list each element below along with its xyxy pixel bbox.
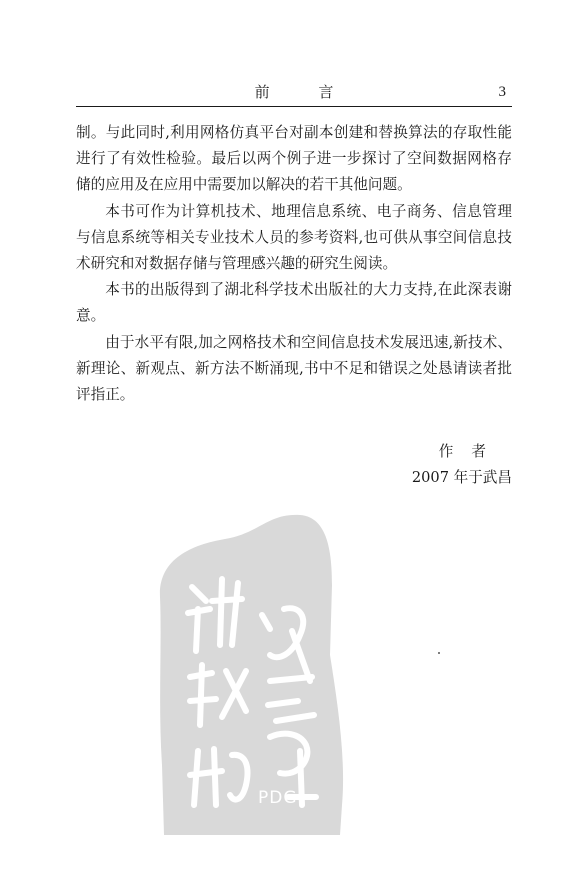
signature-date: 2007 年于武昌 <box>411 469 512 486</box>
watermark-seal <box>150 505 350 835</box>
watermark-label: PDG <box>258 788 298 808</box>
paragraph-thanks: 本书的出版得到了湖北科学技术出版社的大力支持,在此深表谢意。 <box>76 281 512 325</box>
signature-author: 作者 <box>438 443 504 460</box>
page-number: 3 <box>498 84 506 100</box>
paragraph-apology: 由于水平有限,加之网格技术和空间信息技术发展迅速,新技术、新理论、新观点、新方法不断涌现,书中不足和错误之处恳请读者批评指正。 <box>76 333 512 404</box>
paragraph-audience: 本书可作为计算机技术、地理信息系统、电子商务、信息管理与信息系统等相关专业技术人员的参考资料,也可供从事空间信息技术研究和对数据存储与管理感兴趣的研究生阅读。 <box>76 202 512 273</box>
scan-speck <box>438 652 440 654</box>
paragraph-continued: 制。与此同时,利用网格仿真平台对副本创建和替换算法的存取性能进行了有效性检验。最后以两个例子进一步探讨了空间数据网格存储的应用及在应用中需要加以解决的若干其他问题。 <box>76 124 512 194</box>
seal-shape <box>160 515 343 835</box>
body-text <box>76 120 512 408</box>
header-title: 前 言 <box>254 83 356 101</box>
running-header <box>76 82 512 107</box>
